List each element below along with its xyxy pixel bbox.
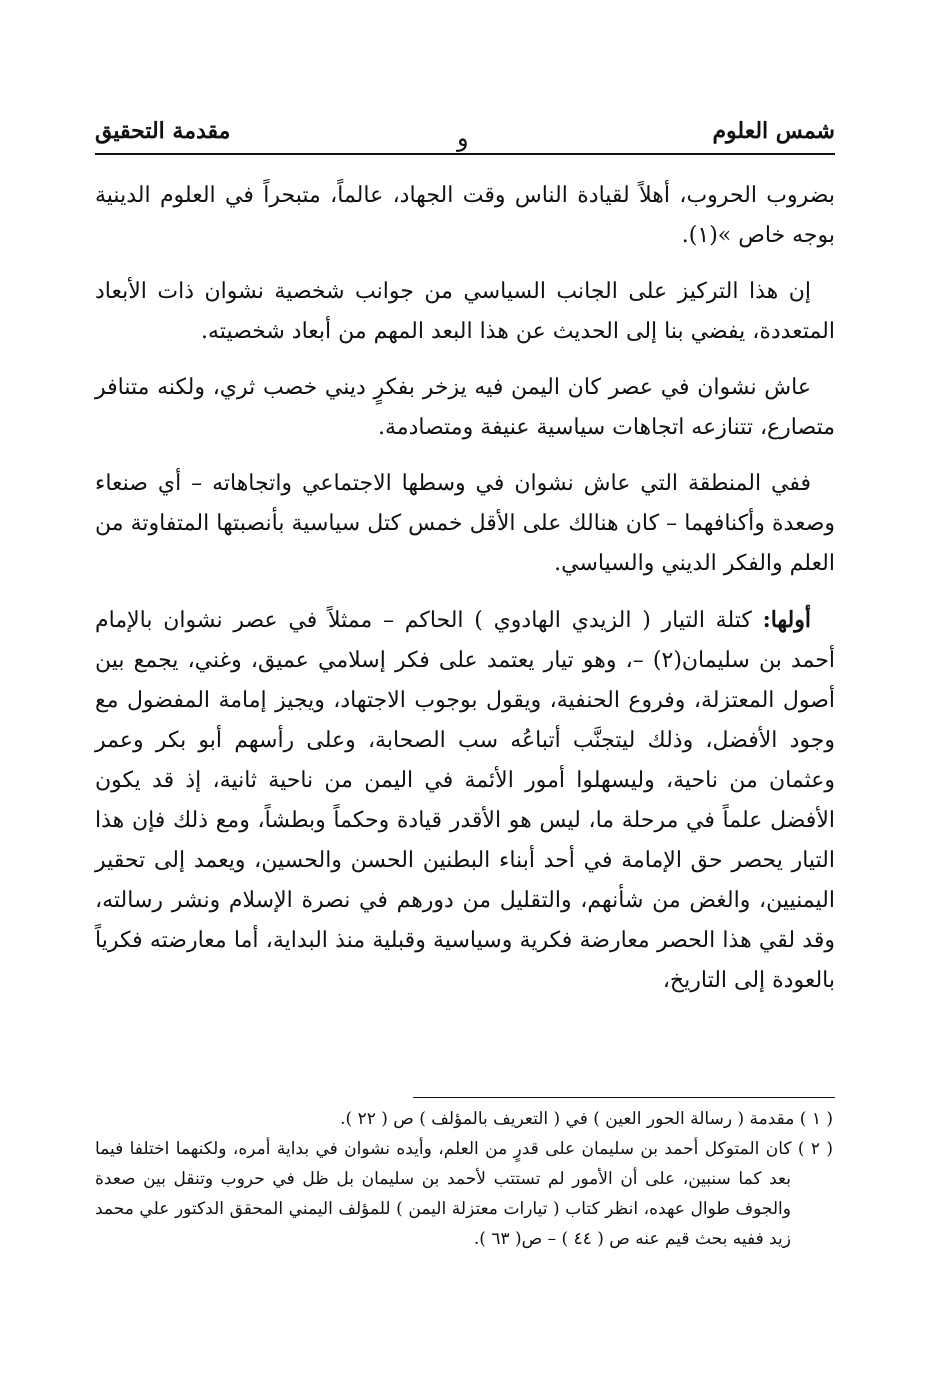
body-text: [95, 176, 835, 1017]
paragraph-5-text: كتلة التيار ( الزيدي الهادوي ) الحاكم – ممثلاً في عصر نشوان بالإمام أحمد بن سليمان(٢) –، وهو تيار يعتمد على فكر إسلامي عميق، وغني، يجمع بين أصول المعتزلة، وفروع الحنفية، ويقول بوجوب الاجتهاد، ويجيز إمامة المفضول مع وجود الأفضل، وذلك ليتجنَّب أتباعُه سب الصحابة، وعلى رأسهم أبو بكر وعمر وعثمان من ناحية، وليسهلوا أمور الأئمة في اليمن من ناحية ثانية، إذ قد يكون الأفضل علماً في مرحلة ما، ليس هو الأقدر قيادة وحكماً وبطشاً، ومع ذلك فإن هذا التيار يحصر حق الإمامة في أحد أبناء البطنين الحسن والحسين، ويعمد إلى تحقير اليمنيين، والغض من شأنهم، والتقليل من دورهم في نصرة الإسلام ونشر رسالته، وقد لقي هذا الحصر معارضة فكرية وسياسية وقبلية منذ البداية، أما معارضته فكرياً بالعودة إلى التاريخ،: [95, 608, 835, 993]
footnote-2-text: كان المتوكل أحمد بن سليمان على قدرٍ من العلم، وأيده نشوان في بداية أمره، ولكنهما اختلفا فيما بعد كما سنبين، على أن الأمور لم تستتب لأحمد بن سليمان بل ظل في حروب وتنقل بين صعدة والجوف طوال عهده، انظر كتاب ( تيارات معتزلة اليمن ) للمؤلف اليمني المحقق الدكتور علي محمد زيد ففيه بحث قيم عنه ص ( ٤٤ ) – ص( ٦٣ ).: [95, 1139, 792, 1249]
paragraph-2: إن هذا التركيز على الجانب السياسي من جوانب شخصية نشوان ذات الأبعاد المتعددة، يفضي بنا إلى الحديث عن هذا البعد المهم من أبعاد شخصيته.: [95, 279, 835, 344]
paragraph-5-lead: أولها:: [762, 607, 811, 633]
header-rule: [95, 153, 835, 155]
section-title: مقدمة التحقيق: [95, 118, 231, 144]
page-number: و: [457, 124, 469, 152]
footnote-rule: [413, 1097, 835, 1098]
book-title: شمس العلوم: [712, 118, 835, 144]
footnote-1-text: مقدمة ( رسالة الحور العين ) في ( التعريف بالمؤلف ) ص ( ٢٢ ).: [340, 1109, 795, 1129]
running-header: [95, 112, 835, 152]
footnote-2: [95, 1134, 835, 1254]
footnotes: [95, 1104, 835, 1254]
footnote-2-number: ( ٢ ): [797, 1139, 833, 1159]
footnote-1-number: ( ١ ): [799, 1109, 833, 1129]
paragraph-3: عاش نشوان في عصر كان اليمن فيه يزخر بفكرٍ ديني خصب ثري، ولكنه متنافر متصارع، تتنازعه اتجاهات سياسية عنيفة ومتصادمة.: [95, 375, 835, 440]
footnote-1: [95, 1104, 835, 1134]
paragraph-1: بضروب الحروب، أهلاً لقيادة الناس وقت الجهاد، عالماً، متبحراً في العلوم الدينية بوجه خاص »(١).: [95, 183, 835, 248]
paragraph-4: ففي المنطقة التي عاش نشوان في وسطها الاجتماعي واتجاهاته – أي صنعاء وصعدة وأكنافهما – كان هنالك على الأقل خمس كتل سياسية بأنصبتها المتفاوتة من العلم والفكر الديني والسياسي.: [95, 471, 835, 576]
book-page: [95, 0, 835, 1374]
paragraph-5: [95, 600, 835, 1001]
